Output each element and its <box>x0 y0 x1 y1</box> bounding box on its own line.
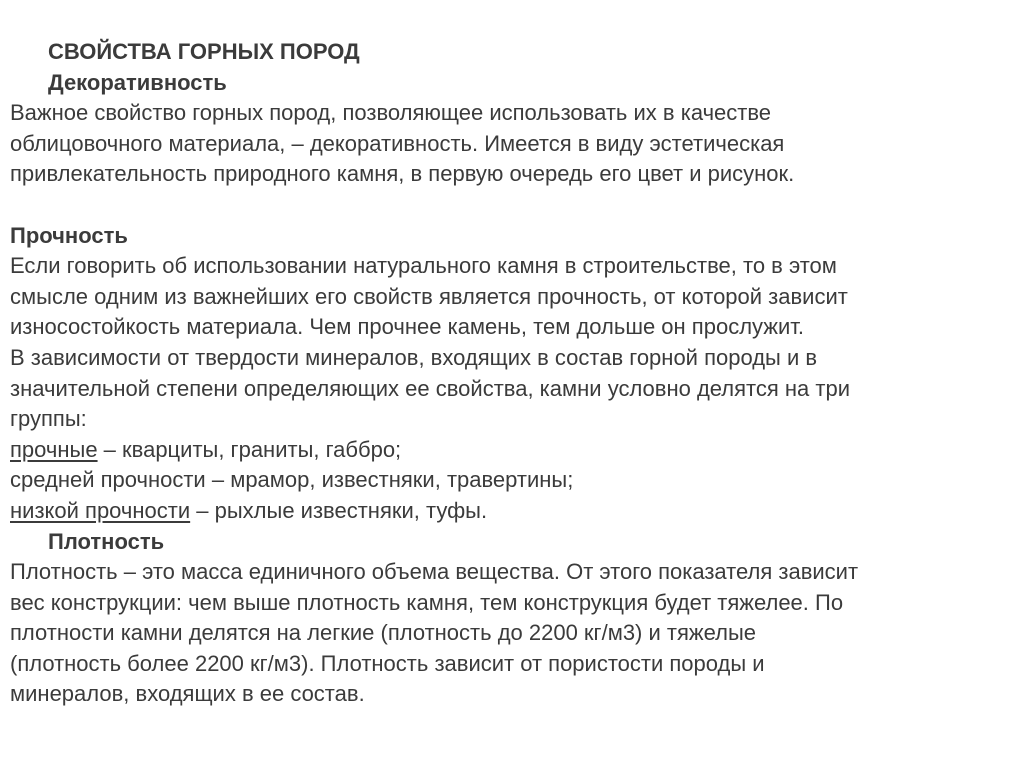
heading-strength: Прочность <box>10 222 128 248</box>
strength-group-low <box>10 496 1010 527</box>
heading-decorativeness: Декоративность <box>48 69 227 95</box>
paragraph-line: облицовочного материала, – декоративность. Имеется в виду эстетическая <box>10 130 785 156</box>
blank-line <box>10 190 1010 221</box>
group-term: низкой прочности <box>10 497 191 523</box>
paragraph-line: привлекательность природного камня, в первую очередь его цвет и рисунок. <box>10 161 795 187</box>
group-description: – рыхлые известняки, туфы. <box>190 497 488 523</box>
paragraph-line: Важное свойство горных пород, позволяющее использовать их в качестве <box>10 100 772 126</box>
group-term: прочные <box>10 436 98 462</box>
strength-group-strong <box>10 435 1010 466</box>
group-description: – кварциты, граниты, габбро; <box>97 436 402 462</box>
paragraph-line: смысле одним из важнейших его свойств является прочность, от которой зависит <box>10 283 848 309</box>
heading-density: Плотность <box>48 528 165 554</box>
paragraph-line: значительной степени определяющих ее свойства, камни условно делятся на три <box>10 375 850 401</box>
text-body <box>10 37 1010 710</box>
paragraph-line: Если говорить об использовании натурального камня в строительстве, то в этом <box>10 253 837 279</box>
paragraph-line: В зависимости от твердости минералов, входящих в состав горной породы и в <box>10 344 818 370</box>
strength-group-medium <box>10 465 1010 496</box>
paragraph-line: вес конструкции: чем выше плотность камня, тем конструкция будет тяжелее. По <box>10 589 844 615</box>
paragraph-line: плотности камни делятся на легкие (плотность до 2200 кг/м3) и тяжелые <box>10 620 756 646</box>
paragraph-line: минералов, входящих в ее состав. <box>10 681 365 707</box>
paragraph-line: износостойкость материала. Чем прочнее камень, тем дольше он прослужит. <box>10 314 805 340</box>
paragraph-line: (плотность более 2200 кг/м3). Плотность зависит от пористости породы и <box>10 650 765 676</box>
paragraph-line: группы: <box>10 406 87 432</box>
group-description: – мрамор, известняки, травертины; <box>205 467 574 493</box>
document-title: СВОЙСТВА ГОРНЫХ ПОРОД <box>48 39 360 64</box>
paragraph-line: Плотность – это масса единичного объема вещества. От этого показателя зависит <box>10 559 859 585</box>
group-term: средней прочности <box>10 467 206 493</box>
